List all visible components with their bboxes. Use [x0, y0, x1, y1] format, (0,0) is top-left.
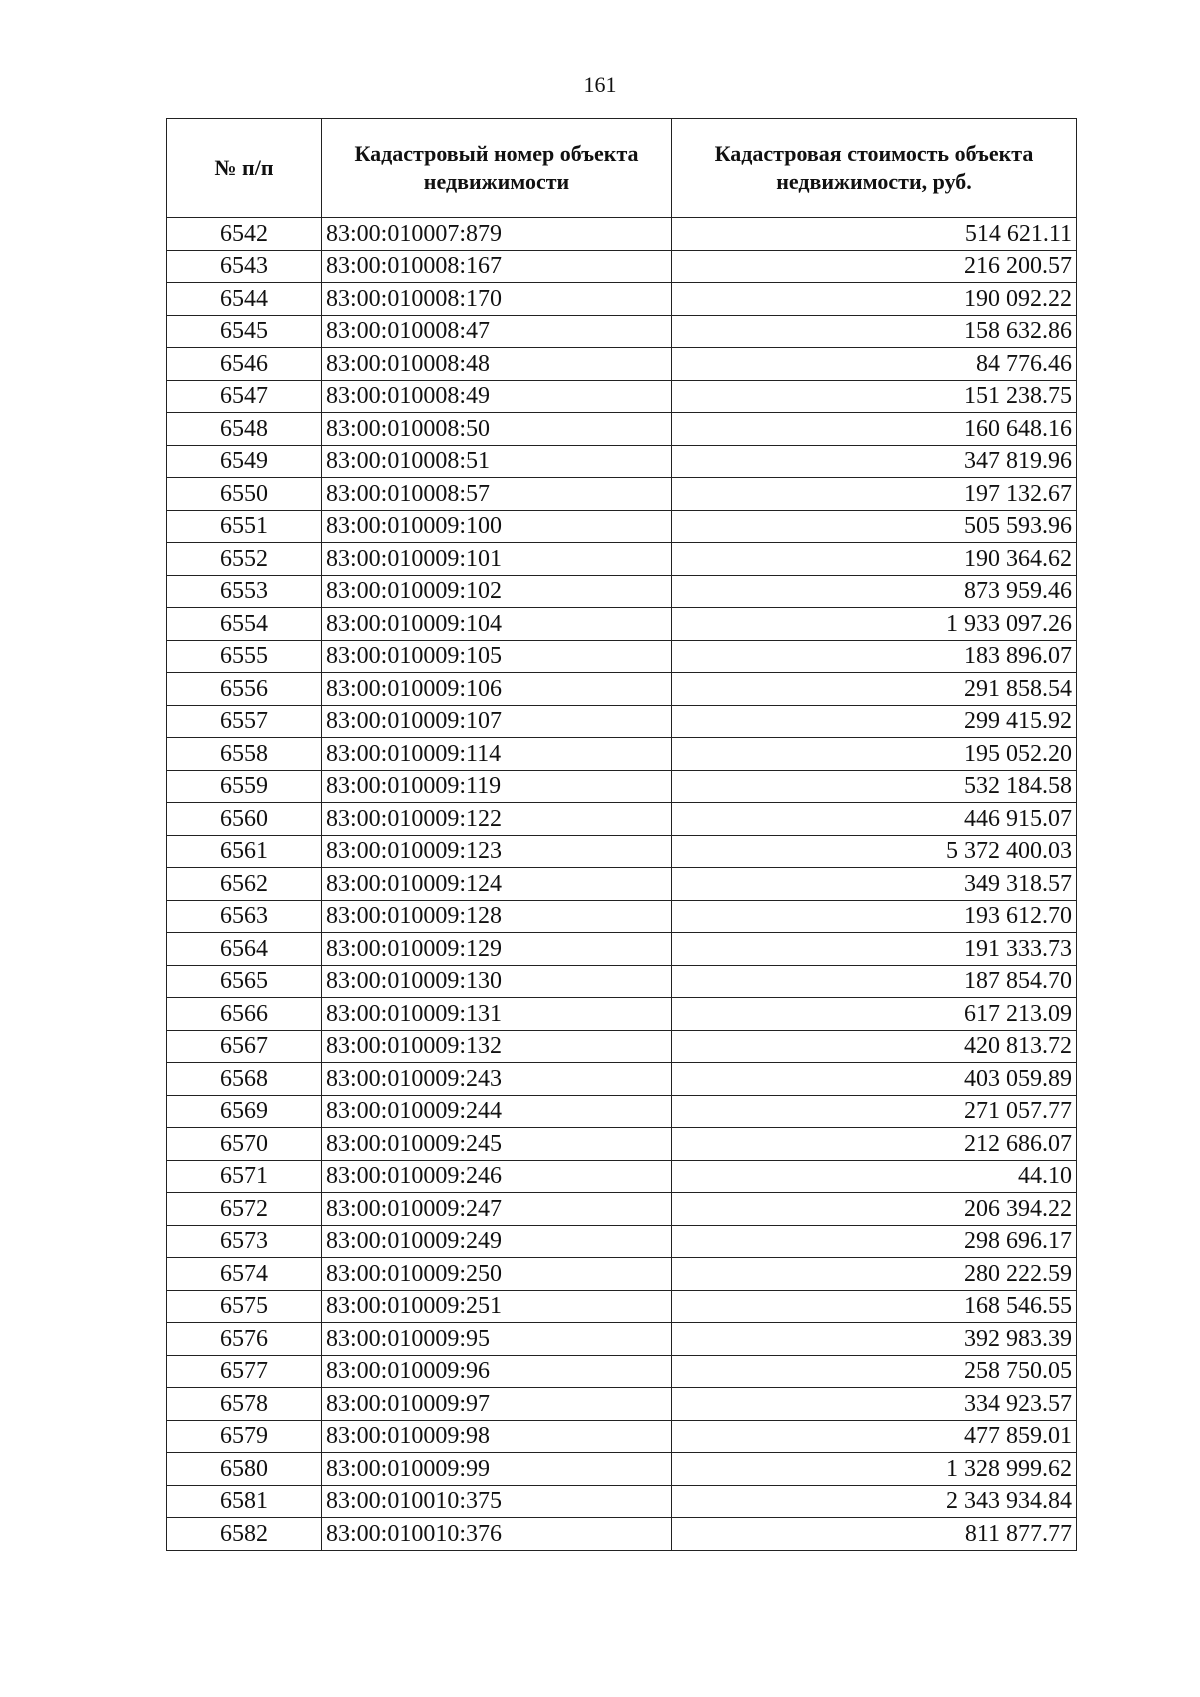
row-number: 6582 — [167, 1518, 322, 1551]
cadastral-number: 83:00:010009:104 — [322, 608, 672, 641]
cadastral-number: 83:00:010009:99 — [322, 1453, 672, 1486]
cadastral-number: 83:00:010007:879 — [322, 218, 672, 251]
row-number: 6543 — [167, 250, 322, 283]
cadastral-number: 83:00:010009:247 — [322, 1193, 672, 1226]
table-row — [167, 1095, 1077, 1128]
table-row — [167, 1063, 1077, 1096]
header-cadastral-value: Кадастровая стоимость объекта недвижимости, руб. — [672, 119, 1077, 218]
table-row — [167, 250, 1077, 283]
table-header — [167, 119, 1077, 218]
table-row — [167, 1518, 1077, 1551]
table-row — [167, 283, 1077, 316]
row-number: 6556 — [167, 673, 322, 706]
table-row — [167, 1258, 1077, 1291]
table-row — [167, 380, 1077, 413]
cadastral-number: 83:00:010009:105 — [322, 640, 672, 673]
table-row — [167, 1290, 1077, 1323]
cadastral-number: 83:00:010009:95 — [322, 1323, 672, 1356]
cadastral-value: 193 612.70 — [672, 900, 1077, 933]
cadastral-number: 83:00:010009:122 — [322, 803, 672, 836]
cadastral-number: 83:00:010009:249 — [322, 1225, 672, 1258]
table-row — [167, 835, 1077, 868]
row-number: 6550 — [167, 478, 322, 511]
cadastral-value: 151 238.75 — [672, 380, 1077, 413]
cadastral-number: 83:00:010009:128 — [322, 900, 672, 933]
table-row — [167, 1323, 1077, 1356]
row-number: 6542 — [167, 218, 322, 251]
table-row — [167, 218, 1077, 251]
cadastral-value: 811 877.77 — [672, 1518, 1077, 1551]
table-row — [167, 1225, 1077, 1258]
header-num: № п/п — [167, 119, 322, 218]
cadastral-number: 83:00:010009:124 — [322, 868, 672, 901]
cadastral-number: 83:00:010008:50 — [322, 413, 672, 446]
row-number: 6574 — [167, 1258, 322, 1291]
table-row — [167, 673, 1077, 706]
cadastral-number: 83:00:010009:114 — [322, 738, 672, 771]
cadastral-value: 206 394.22 — [672, 1193, 1077, 1226]
table-row — [167, 608, 1077, 641]
cadastral-value: 168 546.55 — [672, 1290, 1077, 1323]
row-number: 6569 — [167, 1095, 322, 1128]
cadastral-value: 532 184.58 — [672, 770, 1077, 803]
table-row — [167, 1420, 1077, 1453]
cadastral-number: 83:00:010009:101 — [322, 543, 672, 576]
cadastral-number: 83:00:010009:106 — [322, 673, 672, 706]
cadastral-value: 191 333.73 — [672, 933, 1077, 966]
table-row — [167, 1030, 1077, 1063]
cadastral-value: 84 776.46 — [672, 348, 1077, 381]
cadastral-number: 83:00:010009:123 — [322, 835, 672, 868]
cadastral-value: 505 593.96 — [672, 510, 1077, 543]
table-row — [167, 1160, 1077, 1193]
table-row — [167, 998, 1077, 1031]
table-row — [167, 1453, 1077, 1486]
cadastral-number: 83:00:010009:246 — [322, 1160, 672, 1193]
cadastral-value: 420 813.72 — [672, 1030, 1077, 1063]
table-row — [167, 1388, 1077, 1421]
cadastral-number: 83:00:010009:97 — [322, 1388, 672, 1421]
row-number: 6573 — [167, 1225, 322, 1258]
row-number: 6566 — [167, 998, 322, 1031]
row-number: 6579 — [167, 1420, 322, 1453]
cadastral-number: 83:00:010009:96 — [322, 1355, 672, 1388]
row-number: 6568 — [167, 1063, 322, 1096]
table-row — [167, 510, 1077, 543]
row-number: 6546 — [167, 348, 322, 381]
row-number: 6565 — [167, 965, 322, 998]
table-row — [167, 348, 1077, 381]
cadastral-number: 83:00:010009:245 — [322, 1128, 672, 1161]
table-row — [167, 478, 1077, 511]
row-number: 6567 — [167, 1030, 322, 1063]
row-number: 6548 — [167, 413, 322, 446]
cadastral-number: 83:00:010010:376 — [322, 1518, 672, 1551]
cadastral-value: 183 896.07 — [672, 640, 1077, 673]
row-number: 6563 — [167, 900, 322, 933]
row-number: 6580 — [167, 1453, 322, 1486]
cadastral-number: 83:00:010008:51 — [322, 445, 672, 478]
row-number: 6544 — [167, 283, 322, 316]
row-number: 6551 — [167, 510, 322, 543]
row-number: 6577 — [167, 1355, 322, 1388]
cadastral-table — [166, 118, 1077, 1551]
row-number: 6581 — [167, 1485, 322, 1518]
cadastral-value: 216 200.57 — [672, 250, 1077, 283]
cadastral-value: 160 648.16 — [672, 413, 1077, 446]
cadastral-number: 83:00:010009:131 — [322, 998, 672, 1031]
cadastral-number: 83:00:010008:170 — [322, 283, 672, 316]
row-number: 6562 — [167, 868, 322, 901]
cadastral-number: 83:00:010009:129 — [322, 933, 672, 966]
cadastral-value: 392 983.39 — [672, 1323, 1077, 1356]
cadastral-number: 83:00:010009:244 — [322, 1095, 672, 1128]
table-row — [167, 965, 1077, 998]
row-number: 6561 — [167, 835, 322, 868]
table-row — [167, 575, 1077, 608]
cadastral-number: 83:00:010010:375 — [322, 1485, 672, 1518]
header-row — [167, 119, 1077, 218]
cadastral-number: 83:00:010008:167 — [322, 250, 672, 283]
row-number: 6564 — [167, 933, 322, 966]
cadastral-value: 873 959.46 — [672, 575, 1077, 608]
row-number: 6576 — [167, 1323, 322, 1356]
row-number: 6570 — [167, 1128, 322, 1161]
cadastral-value: 44.10 — [672, 1160, 1077, 1193]
cadastral-value: 349 318.57 — [672, 868, 1077, 901]
row-number: 6571 — [167, 1160, 322, 1193]
cadastral-number: 83:00:010009:132 — [322, 1030, 672, 1063]
table-row — [167, 1485, 1077, 1518]
cadastral-value: 5 372 400.03 — [672, 835, 1077, 868]
cadastral-value: 1 933 097.26 — [672, 608, 1077, 641]
cadastral-value: 190 364.62 — [672, 543, 1077, 576]
table-row — [167, 640, 1077, 673]
cadastral-value: 347 819.96 — [672, 445, 1077, 478]
row-number: 6554 — [167, 608, 322, 641]
row-number: 6553 — [167, 575, 322, 608]
cadastral-number: 83:00:010008:48 — [322, 348, 672, 381]
cadastral-value: 291 858.54 — [672, 673, 1077, 706]
table-row — [167, 803, 1077, 836]
cadastral-number: 83:00:010009:98 — [322, 1420, 672, 1453]
cadastral-value: 158 632.86 — [672, 315, 1077, 348]
cadastral-number: 83:00:010008:57 — [322, 478, 672, 511]
row-number: 6552 — [167, 543, 322, 576]
cadastral-value: 299 415.92 — [672, 705, 1077, 738]
row-number: 6575 — [167, 1290, 322, 1323]
table-row — [167, 705, 1077, 738]
cadastral-number: 83:00:010009:102 — [322, 575, 672, 608]
cadastral-value: 617 213.09 — [672, 998, 1077, 1031]
cadastral-value: 280 222.59 — [672, 1258, 1077, 1291]
cadastral-number: 83:00:010009:130 — [322, 965, 672, 998]
cadastral-value: 2 343 934.84 — [672, 1485, 1077, 1518]
cadastral-number: 83:00:010009:250 — [322, 1258, 672, 1291]
row-number: 6560 — [167, 803, 322, 836]
cadastral-value: 197 132.67 — [672, 478, 1077, 511]
cadastral-value: 334 923.57 — [672, 1388, 1077, 1421]
row-number: 6547 — [167, 380, 322, 413]
header-cadastral-number: Кадастровый номер объекта недвижимости — [322, 119, 672, 218]
cadastral-value: 1 328 999.62 — [672, 1453, 1077, 1486]
cadastral-value: 403 059.89 — [672, 1063, 1077, 1096]
table-row — [167, 1355, 1077, 1388]
row-number: 6572 — [167, 1193, 322, 1226]
table-row — [167, 543, 1077, 576]
cadastral-number: 83:00:010009:107 — [322, 705, 672, 738]
table-row — [167, 933, 1077, 966]
cadastral-value: 298 696.17 — [672, 1225, 1077, 1258]
table-row — [167, 770, 1077, 803]
cadastral-number: 83:00:010008:49 — [322, 380, 672, 413]
cadastral-number: 83:00:010009:243 — [322, 1063, 672, 1096]
cadastral-number: 83:00:010008:47 — [322, 315, 672, 348]
cadastral-value: 271 057.77 — [672, 1095, 1077, 1128]
cadastral-value: 477 859.01 — [672, 1420, 1077, 1453]
table-body — [167, 218, 1077, 1551]
table-row — [167, 738, 1077, 771]
table-row — [167, 900, 1077, 933]
row-number: 6559 — [167, 770, 322, 803]
row-number: 6545 — [167, 315, 322, 348]
cadastral-value: 195 052.20 — [672, 738, 1077, 771]
cadastral-number: 83:00:010009:119 — [322, 770, 672, 803]
row-number: 6555 — [167, 640, 322, 673]
table-row — [167, 413, 1077, 446]
cadastral-value: 190 092.22 — [672, 283, 1077, 316]
cadastral-value: 187 854.70 — [672, 965, 1077, 998]
row-number: 6578 — [167, 1388, 322, 1421]
cadastral-value: 258 750.05 — [672, 1355, 1077, 1388]
table-row — [167, 1193, 1077, 1226]
table-row — [167, 868, 1077, 901]
cadastral-number: 83:00:010009:251 — [322, 1290, 672, 1323]
table-row — [167, 445, 1077, 478]
cadastral-value: 514 621.11 — [672, 218, 1077, 251]
table-row — [167, 1128, 1077, 1161]
cadastral-value: 212 686.07 — [672, 1128, 1077, 1161]
row-number: 6549 — [167, 445, 322, 478]
table-row — [167, 315, 1077, 348]
cadastral-value: 446 915.07 — [672, 803, 1077, 836]
page-number: 161 — [583, 72, 617, 97]
row-number: 6557 — [167, 705, 322, 738]
row-number: 6558 — [167, 738, 322, 771]
cadastral-number: 83:00:010009:100 — [322, 510, 672, 543]
